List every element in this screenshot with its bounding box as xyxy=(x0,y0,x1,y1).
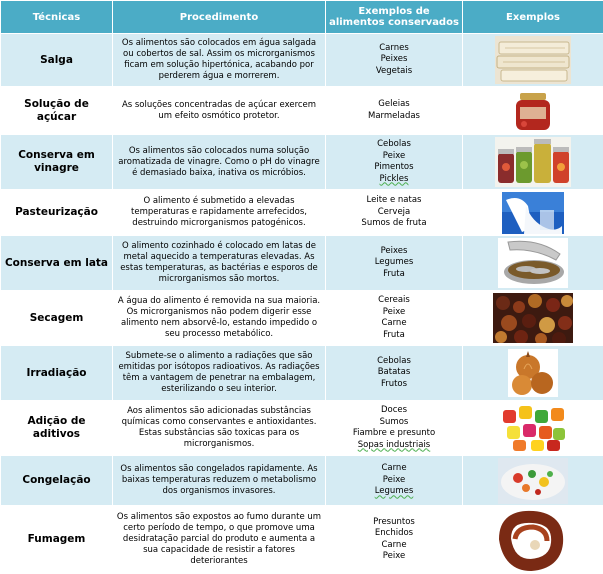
food-item: Fruta xyxy=(329,330,459,342)
header-row xyxy=(1,1,603,34)
food-examples xyxy=(326,135,463,190)
food-item: Pimentos xyxy=(329,162,459,174)
example-image-cell xyxy=(463,135,603,190)
food-item: Peixe xyxy=(329,551,459,563)
food-examples xyxy=(326,190,463,236)
procedure-text: Aos alimentos são adicionadas substâncias químicas como conservantes e antioxidantes. Estas substâncias são toxicas para os microrganismos. xyxy=(113,401,326,456)
header-exemplos-alimentos: Exemplos de alimentos conservados xyxy=(326,1,463,34)
food-examples xyxy=(326,87,463,135)
table-row xyxy=(1,291,603,346)
food-examples xyxy=(326,291,463,346)
food-item: Peixe xyxy=(329,475,459,487)
food-examples xyxy=(326,456,463,506)
procedure-text: O alimento é submetido a elevadas temperaturas e rapidamente arrefecidos, destruindo microrganismos patogénicos. xyxy=(113,190,326,236)
technique-name: Secagem xyxy=(1,291,113,346)
candies-photo xyxy=(499,404,567,452)
example-image-cell xyxy=(463,34,603,87)
procedure-text: Os alimentos são expostos ao fumo durante um certo período de tempo, o que promove uma desidratação parcial do produto e aumenta a sua capacidade de resistir a fatores deteriorantes xyxy=(113,506,326,574)
dried-fruit-photo xyxy=(493,293,573,343)
pickle-jars-photo xyxy=(495,137,571,187)
procedure-text: A água do alimento é removida na sua maioria. Os microrganismos não podem digerir esse alimento nem absorvê-lo, estando impedido o seu processo metabólico. xyxy=(113,291,326,346)
technique-name: Salga xyxy=(1,34,113,87)
food-item: Frutos xyxy=(329,379,459,391)
food-item: Peixes xyxy=(329,54,459,66)
example-image-cell xyxy=(463,401,603,456)
food-examples xyxy=(326,506,463,574)
table-row xyxy=(1,401,603,456)
food-item: Geleias xyxy=(329,99,459,111)
food-item: Carne xyxy=(329,540,459,552)
food-item: Carne xyxy=(329,318,459,330)
food-examples xyxy=(326,236,463,291)
smoked-sausage-photo xyxy=(495,509,571,571)
procedure-text: Submete-se o alimento a radiações que são emitidas por isótopos radioativos. As radiações têm a vantagem de penetrar na embalagem, esterilizando o seu interior. xyxy=(113,346,326,401)
table-row xyxy=(1,456,603,506)
food-item: Peixe xyxy=(329,307,459,319)
salted-fish-photo xyxy=(495,36,571,84)
food-item: Sumos xyxy=(329,417,459,429)
milk-splash-photo xyxy=(502,192,564,234)
food-item: Cerveja xyxy=(329,207,459,219)
table-row xyxy=(1,506,603,574)
food-item: Fiambre e presunto xyxy=(329,428,459,440)
onions-photo xyxy=(508,349,558,397)
food-item: Peixe xyxy=(329,151,459,163)
procedure-text: Os alimentos são congelados rapidamente. As baixas temperaturas reduzem o metabolismo dos organismos invasores. xyxy=(113,456,326,506)
technique-name: Congelação xyxy=(1,456,113,506)
food-item: Batatas xyxy=(329,367,459,379)
food-item: Cereais xyxy=(329,295,459,307)
food-item: Enchidos xyxy=(329,528,459,540)
sardine-can-photo xyxy=(498,238,568,288)
frozen-food-photo xyxy=(498,458,568,504)
procedure-text: Os alimentos são colocados numa solução aromatizada de vinagre. Como o pH do vinagre é demasiado baixa, inativa os micróbios. xyxy=(113,135,326,190)
food-examples xyxy=(326,346,463,401)
header-tecnicas: Técnicas xyxy=(1,1,113,34)
food-item: Doces xyxy=(329,405,459,417)
food-item: Carne xyxy=(329,463,459,475)
food-item: Marmeladas xyxy=(329,111,459,123)
food-item: Sopas industriais xyxy=(329,440,459,452)
technique-name: Fumagem xyxy=(1,506,113,574)
example-image-cell xyxy=(463,346,603,401)
food-item: Vegetais xyxy=(329,66,459,78)
example-image-cell xyxy=(463,506,603,574)
technique-name: Irradiação xyxy=(1,346,113,401)
example-image-cell xyxy=(463,87,603,135)
header-exemplos: Exemplos xyxy=(463,1,603,34)
example-image-cell xyxy=(463,291,603,346)
example-image-cell xyxy=(463,236,603,291)
food-item: Pickles xyxy=(329,174,459,186)
food-item: Carnes xyxy=(329,43,459,55)
food-item: Cebolas xyxy=(329,356,459,368)
food-item: Leite e natas xyxy=(329,195,459,207)
food-item: Fruta xyxy=(329,269,459,281)
table-row xyxy=(1,346,603,401)
header-procedimento: Procedimento xyxy=(113,1,326,34)
food-item: Peixes xyxy=(329,246,459,258)
table-row xyxy=(1,135,603,190)
technique-name: Solução de açúcar xyxy=(1,87,113,135)
technique-name: Pasteurização xyxy=(1,190,113,236)
jam-jar-photo xyxy=(508,89,558,133)
technique-name: Adição de aditivos xyxy=(1,401,113,456)
food-item: Sumos de fruta xyxy=(329,218,459,230)
table-row xyxy=(1,87,603,135)
procedure-text: Os alimentos são colocados em água salgada ou cobertos de sal. Assim os microrganismos ficam em solução hipertónica, acabando por perderem água e morrerem. xyxy=(113,34,326,87)
procedure-text: O alimento cozinhado é colocado em latas de metal aquecido a temperaturas elevadas. As estas temperaturas, as bactérias e esporos de microrganismos são mortos. xyxy=(113,236,326,291)
table-row xyxy=(1,190,603,236)
food-item: Legumes xyxy=(329,257,459,269)
table-row xyxy=(1,236,603,291)
food-item: Cebolas xyxy=(329,139,459,151)
food-item: Presuntos xyxy=(329,517,459,529)
example-image-cell xyxy=(463,456,603,506)
food-item: Legumes xyxy=(329,486,459,498)
procedure-text: As soluções concentradas de açúcar exercem um efeito osmótico protetor. xyxy=(113,87,326,135)
food-examples xyxy=(326,401,463,456)
technique-name: Conserva em lata xyxy=(1,236,113,291)
table-row xyxy=(1,34,603,87)
technique-name: Conserva em vinagre xyxy=(1,135,113,190)
food-examples xyxy=(326,34,463,87)
example-image-cell xyxy=(463,190,603,236)
